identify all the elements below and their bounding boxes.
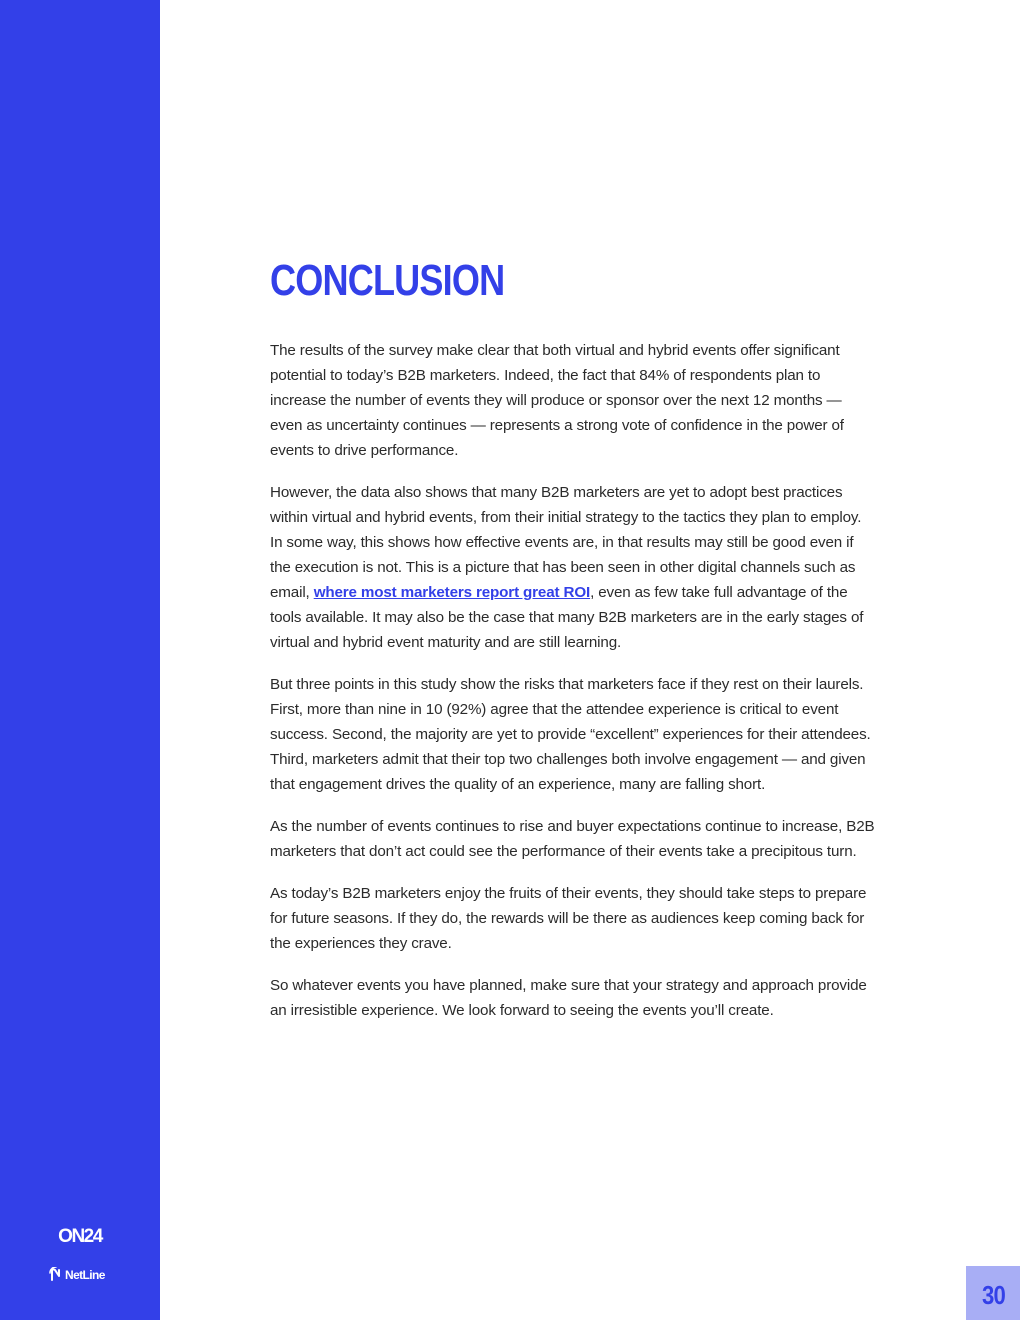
paragraph-2-before-link: However, the data also shows that many B2B marketers are yet to adopt best practices within virtual and hybrid events, from their initial strategy to the tactics they plan to employ. In some way, this shows how effective events are, in that results may still be good even if the execution is not. This is a picture that has been seen in other digital channels such as email, [270,484,862,601]
netline-logo [49,1265,105,1285]
paragraph-4: As the number of events continues to rise and buyer expectations continue to increase, B2B marketers that don’t act could see the performance of their events take a precipitous turn. [270,818,875,860]
page-number-badge [966,1266,1020,1320]
paragraph-3: But three points in this study show the risks that marketers face if they rest on their laurels. First, more than nine in 10 (92%) agree that the attendee experience is critical to event success. Second, the majority are yet to provide “excellent” experiences for their attendees. Third, marketers admit that their top two challenges both involve engagement — and given that engagement drives the quality of an experience, many are falling short. [270,676,871,793]
on24-logo: ON24 [58,1226,102,1247]
paragraph-1: The results of the survey make clear that both virtual and hybrid events offer significant potential to today’s B2B marketers. Indeed, the fact that 84% of respondents plan to increase the number of events they will produce or sponsor over the next 12 months — even as uncertainty continues — represents a strong vote of confidence in the power of events to drive performance. [270,342,844,459]
netline-icon [49,1267,63,1283]
sidebar [0,0,160,1320]
paragraph-5: As today’s B2B marketers enjoy the fruits of their events, they should take steps to prepare for future seasons. If they do, the rewards will be there as audiences keep coming back for the experiences they crave. [270,885,867,952]
paragraph-6: So whatever events you have planned, make sure that your strategy and approach provide an irresistible experience. We look forward to seeing the events you’ll create. [270,977,867,1019]
main-content [270,256,876,1040]
page-title: CONCLUSION [270,256,505,305]
roi-report-link[interactable]: where most marketers report great ROI [313,584,591,601]
paragraph-2 [270,480,876,655]
page-number: 30 [981,1279,1005,1310]
netline-wordmark: NetLine [65,1268,105,1282]
paragraph-2-after-link: , even as few take full advantage of the tools available. It may also be the case that many B2B marketers are in the early stages of virtual and hybrid event maturity and are still learning. [270,584,864,651]
